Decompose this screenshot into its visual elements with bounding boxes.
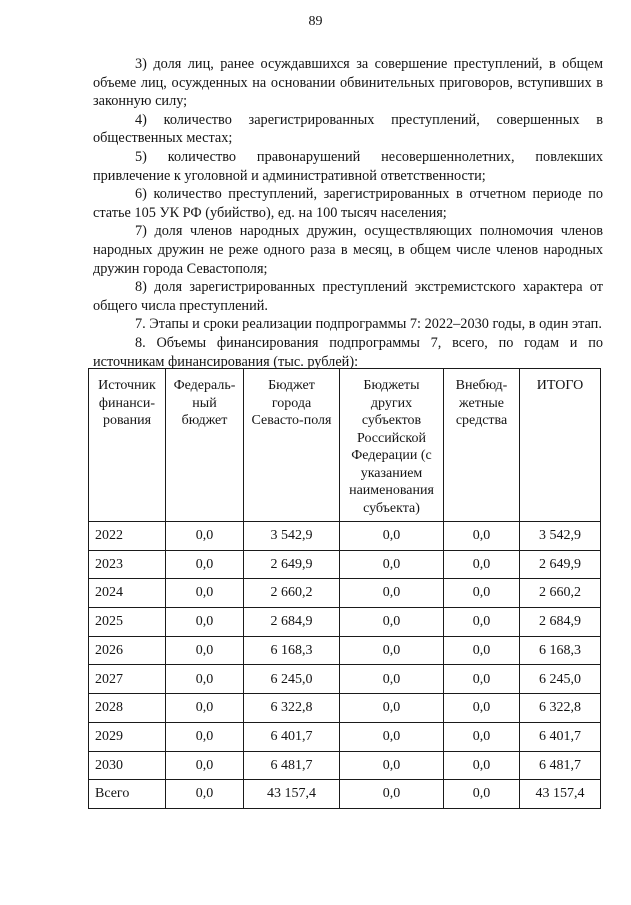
table-row [89, 522, 601, 551]
cell-year: 2027 [89, 665, 166, 694]
cell-city: 6 481,7 [244, 751, 340, 780]
cell-extrabudgetary: 0,0 [444, 722, 520, 751]
cell-federal: 0,0 [166, 722, 244, 751]
indicator-7: 7) доля членов народных дружин, осуществляющих полномочия членов народных дружин не реже одного раза в месяц, в общем числе членов народных дружин города Севастополя; [93, 223, 603, 277]
cell-federal: 0,0 [166, 694, 244, 723]
cell-other-subjects: 0,0 [340, 694, 444, 723]
cell-other-subjects: 0,0 [340, 636, 444, 665]
cell-city: 2 649,9 [244, 550, 340, 579]
table-row [89, 636, 601, 665]
header-other-subjects-budgets: Бюджеты других субъектов Российской Федерации (с указанием наименования субъекта) [340, 369, 444, 522]
body-text [93, 55, 603, 371]
cell-federal: 0,0 [166, 636, 244, 665]
header-federal-budget: Федераль-ный бюджет [166, 369, 244, 522]
section-8-funding: 8. Объемы финансирования подпрограммы 7, всего, по годам и по источникам финансирования (тыс. рублей): [93, 334, 603, 370]
cell-city: 6 245,0 [244, 665, 340, 694]
cell-total: 6 168,3 [520, 636, 601, 665]
cell-federal: 0,0 [166, 522, 244, 551]
cell-extrabudgetary: 0,0 [444, 608, 520, 637]
indicator-5: 5) количество правонарушений несовершеннолетних, повлекших привлечение к уголовной и административной ответственности; [93, 148, 603, 184]
table-header-row [89, 369, 601, 522]
cell-city: 6 401,7 [244, 722, 340, 751]
cell-other-subjects: 0,0 [340, 550, 444, 579]
cell-extrabudgetary: 0,0 [444, 665, 520, 694]
table-row [89, 550, 601, 579]
cell-other-subjects: 0,0 [340, 608, 444, 637]
cell-year: 2026 [89, 636, 166, 665]
cell-total: 2 649,9 [520, 550, 601, 579]
cell-year: 2030 [89, 751, 166, 780]
header-city-budget: Бюджет города Севасто-поля [244, 369, 340, 522]
indicator-3: 3) доля лиц, ранее осуждавшихся за совершение преступлений, в общем объеме лиц, осужденных на основании обвинительных приговоров, вступивших в законную силу; [93, 56, 603, 110]
indicator-4: 4) количество зарегистрированных преступлений, совершенных в общественных местах; [93, 111, 603, 147]
cell-extrabudgetary: 0,0 [444, 780, 520, 809]
cell-other-subjects: 0,0 [340, 780, 444, 809]
cell-city: 6 322,8 [244, 694, 340, 723]
header-total: ИТОГО [520, 369, 601, 522]
page-number: 89 [308, 14, 323, 29]
cell-total: 3 542,9 [520, 522, 601, 551]
cell-city: 2 660,2 [244, 579, 340, 608]
cell-extrabudgetary: 0,0 [444, 751, 520, 780]
cell-extrabudgetary: 0,0 [444, 522, 520, 551]
cell-year: 2022 [89, 522, 166, 551]
cell-federal: 0,0 [166, 751, 244, 780]
cell-total-label: Всего [89, 780, 166, 809]
cell-total: 43 157,4 [520, 780, 601, 809]
cell-city: 6 168,3 [244, 636, 340, 665]
indicator-8: 8) доля зарегистрированных преступлений экстремистского характера от общего числа преступлений. [93, 279, 603, 314]
table-row [89, 694, 601, 723]
cell-federal: 0,0 [166, 780, 244, 809]
cell-city: 3 542,9 [244, 522, 340, 551]
cell-extrabudgetary: 0,0 [444, 636, 520, 665]
indicator-6: 6) количество преступлений, зарегистрированных в отчетном периоде по статье 105 УК РФ (убийство), ед. на 100 тысяч населения; [93, 186, 603, 221]
cell-extrabudgetary: 0,0 [444, 694, 520, 723]
cell-year: 2025 [89, 608, 166, 637]
cell-other-subjects: 0,0 [340, 579, 444, 608]
cell-other-subjects: 0,0 [340, 522, 444, 551]
cell-year: 2029 [89, 722, 166, 751]
cell-extrabudgetary: 0,0 [444, 579, 520, 608]
cell-total: 2 660,2 [520, 579, 601, 608]
cell-year: 2028 [89, 694, 166, 723]
funding-table [88, 368, 601, 809]
cell-year: 2023 [89, 550, 166, 579]
table-row [89, 608, 601, 637]
cell-total: 6 245,0 [520, 665, 601, 694]
table-row [89, 751, 601, 780]
cell-total: 6 481,7 [520, 751, 601, 780]
table-row-total [89, 780, 601, 809]
cell-extrabudgetary: 0,0 [444, 550, 520, 579]
cell-total: 6 401,7 [520, 722, 601, 751]
cell-city: 2 684,9 [244, 608, 340, 637]
cell-other-subjects: 0,0 [340, 722, 444, 751]
cell-total: 6 322,8 [520, 694, 601, 723]
cell-city: 43 157,4 [244, 780, 340, 809]
header-source: Источник финанси-рования [89, 369, 166, 522]
table-row [89, 579, 601, 608]
table-row [89, 665, 601, 694]
cell-other-subjects: 0,0 [340, 665, 444, 694]
cell-federal: 0,0 [166, 579, 244, 608]
cell-federal: 0,0 [166, 608, 244, 637]
cell-year: 2024 [89, 579, 166, 608]
table-row [89, 722, 601, 751]
cell-total: 2 684,9 [520, 608, 601, 637]
cell-federal: 0,0 [166, 550, 244, 579]
section-7-stages: 7. Этапы и сроки реализации подпрограммы 7: 2022–2030 годы, в один этап. [135, 316, 602, 333]
header-extrabudgetary: Внебюд-жетные средства [444, 369, 520, 522]
cell-federal: 0,0 [166, 665, 244, 694]
cell-other-subjects: 0,0 [340, 751, 444, 780]
